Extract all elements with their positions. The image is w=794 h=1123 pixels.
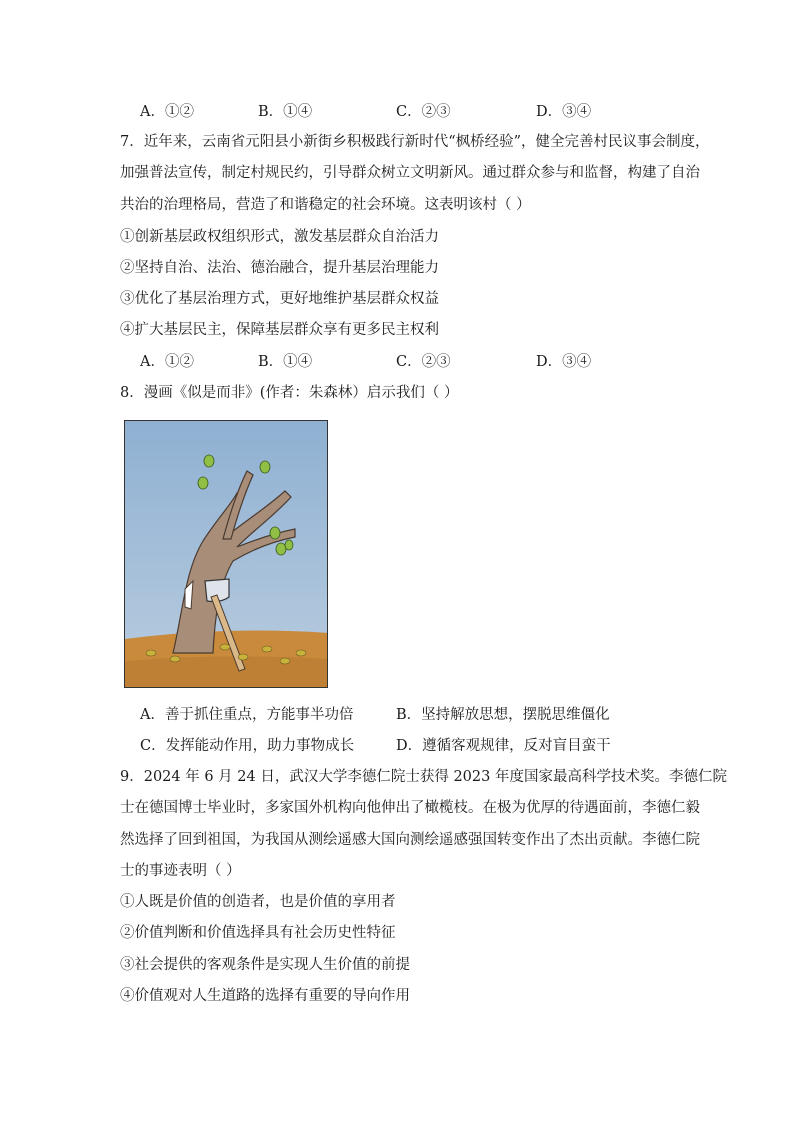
q7-statement-4: ④扩大基层民主，保障基层群众享有更多民主权利 — [120, 322, 439, 338]
q6-option-a[interactable]: A．①② — [140, 104, 194, 120]
q8-option-b[interactable]: B．坚持解放思想，摆脱思维僵化 — [396, 707, 610, 723]
cartoon-illustration — [125, 421, 328, 688]
q7-option-c[interactable]: C．②③ — [396, 354, 451, 370]
q8-option-d[interactable]: D．遵循客观规律，反对盲目蛮干 — [396, 738, 611, 754]
q7-stem-line-3: 共治的治理格局，营造了和谐稳定的社会环境。这表明该村（ ） — [120, 197, 531, 213]
q8-option-c[interactable]: C．发挥能动作用，助力事物成长 — [140, 738, 355, 754]
q7-statement-3: ③优化了基层治理方式，更好地维护基层群众权益 — [120, 291, 439, 307]
q9-stem-line-3: 然选择了回到祖国，为我国从测绘遥感大国向测绘遥感强国转变作出了杰出贡献。李德仁院 — [120, 832, 700, 848]
q6-option-d[interactable]: D．③④ — [536, 104, 592, 120]
q7-statement-2: ②坚持自治、法治、德治融合，提升基层治理能力 — [120, 260, 439, 276]
q6-option-b[interactable]: B．①④ — [258, 104, 313, 120]
q7-option-d[interactable]: D．③④ — [536, 354, 592, 370]
q7-stem-line-1: 7．近年来，云南省元阳县小新街乡积极践行新时代“枫桥经验”，健全完善村民议事会制度， — [120, 134, 710, 150]
cartoon-image — [124, 420, 328, 688]
q8-option-a[interactable]: A．善于抓住重点，方能事半功倍 — [140, 707, 354, 723]
q7-option-a[interactable]: A．①② — [140, 354, 194, 370]
q9-statement-4: ④价值观对人生道路的选择有重要的导向作用 — [120, 988, 410, 1004]
q9-statement-3: ③社会提供的客观条件是实现人生价值的前提 — [120, 957, 410, 973]
q8-stem: 8．漫画《似是而非》(作者：朱森林）启示我们（ ） — [120, 385, 459, 401]
q9-statement-1: ①人既是价值的创造者，也是价值的享用者 — [120, 894, 396, 910]
q7-option-b[interactable]: B．①④ — [258, 354, 313, 370]
q6-option-c[interactable]: C．②③ — [396, 104, 451, 120]
q9-stem-line-1: 9．2024 年 6 月 24 日，武汉大学李德仁院士获得 2023 年度国家最高科学技术奖。李德仁院 — [120, 769, 727, 785]
q9-stem-line-4: 士的事迹表明（ ） — [120, 863, 241, 879]
q7-statement-1: ①创新基层政权组织形式，激发基层群众自治活力 — [120, 229, 439, 245]
q7-stem-line-2: 加强普法宣传，制定村规民约，引导群众树立文明新风。通过群众参与和监督，构建了自治 — [120, 165, 700, 181]
q9-stem-line-2: 士在德国博士毕业时，多家国外机构向他伸出了橄榄枝。在极为优厚的待遇面前，李德仁毅 — [120, 800, 700, 816]
q9-statement-2: ②价值判断和价值选择具有社会历史性特征 — [120, 925, 396, 941]
